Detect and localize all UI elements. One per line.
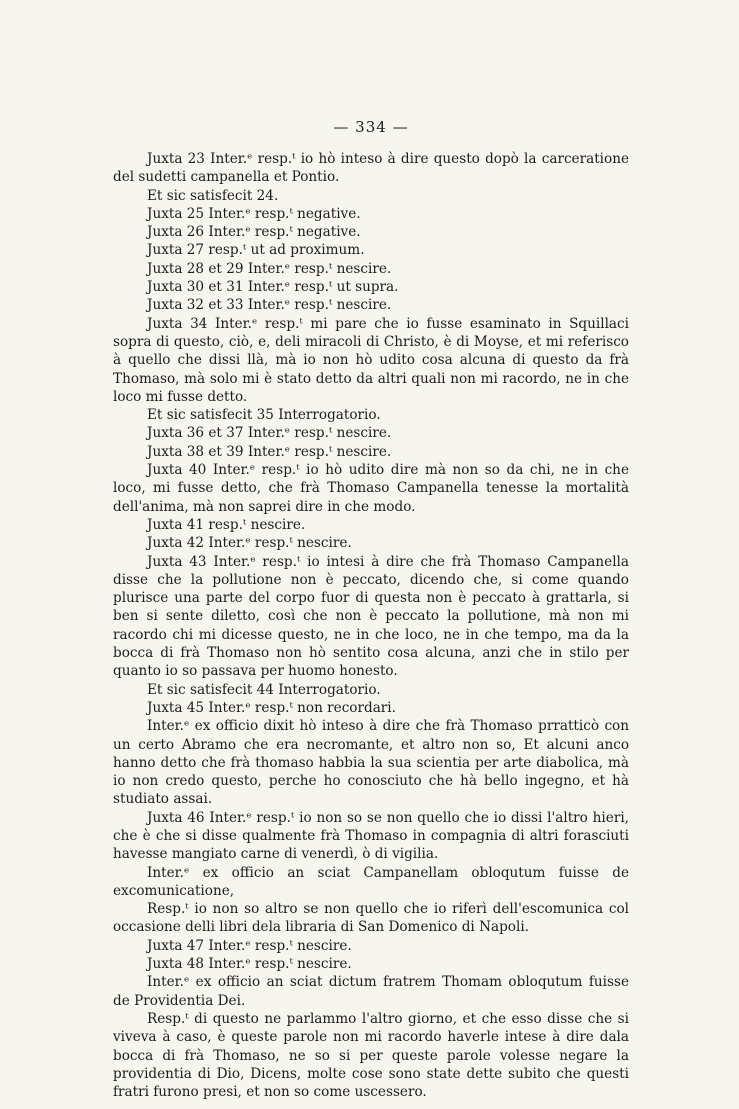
paragraph: Inter.ᵉ ex officio dixit hò inteso à dire che frà Thomaso prratticò con un certo Abramo che era necromante, et altro non so, Et alcuni anco hanno detto che frà thomaso habbia la sua scientia per arte diabolica, mà io non credo questo, perche ho conosciuto che hà bello ingegno, et hà studiato assai. — [113, 718, 629, 808]
paragraph: Et sic satisfecit 44 Interrogatorio. — [147, 681, 381, 698]
paragraph: Et sic satisfecit 24. — [147, 187, 279, 204]
paragraph: Juxta 42 Inter.ᵉ resp.ᵗ nescire. — [147, 535, 352, 552]
paragraph: Resp.ᵗ di questo ne parlammo l'altro giorno, et che esso disse che si viveva à caso, è queste parole non mi racordo haverle intese à dire dala bocca di frà Thomaso, ne so si per queste parole volesse negare la providentia di Dio, Dicens, molte cose sono state dette subito che questi fratri furono presi, et non so come uscessero. — [113, 1010, 629, 1101]
paragraph: Juxta 46 Inter.ᵉ resp.ᵗ io non so se non quello che io dissi l'altro hieri, che è che si disse qualmente frà Thomaso in compagnia di altri forasciuti havesse mangiato carne di venerdì, ò di vigilia. — [113, 809, 629, 863]
paragraph: Resp.ᵗ io non so altro se non quello che io riferì dell'escomunica col occasione delli libri dela libraria di San Domenico di Napoli. — [113, 901, 629, 936]
paragraph: Inter.ᵉ ex officio an sciat dictum fratrem Thomam obloqutum fuisse de Providentia Dei. — [113, 974, 629, 1009]
paragraph: Juxta 23 Inter.ᵉ resp.ᵗ io hò inteso à dire questo dopò la carceratione del sudetti campanella et Pontio. — [113, 151, 629, 186]
paragraph: Juxta 47 Inter.ᵉ resp.ᵗ nescire. — [147, 937, 352, 954]
paragraph: Juxta 48 Inter.ᵉ resp.ᵗ nescire. — [147, 956, 352, 973]
paragraph: Inter.ᵉ ex officio an sciat Campanellam obloqutum fuisse de excomunicatione, — [113, 864, 629, 899]
paragraph: Juxta 28 et 29 Inter.ᵉ resp.ᵗ nescire. — [147, 260, 392, 277]
paragraph: Juxta 25 Inter.ᵉ resp.ᵗ negative. — [147, 205, 361, 222]
paragraph: Juxta 40 Inter.ᵉ resp.ᵗ io hò udito dire mà non so da chi, ne in che loco, mi fusse detto, che frà Thomaso Campanella tenesse la mortalità dell'anima, mà non saprei dire in che modo. — [113, 462, 629, 515]
paragraph: Juxta 32 et 33 Inter.ᵉ resp.ᵗ nescire. — [147, 297, 392, 314]
body-text — [113, 150, 629, 1101]
paragraph: Juxta 41 resp.ᵗ nescire. — [147, 516, 306, 533]
paragraph: Juxta 38 et 39 Inter.ᵉ resp.ᵗ nescire. — [147, 443, 392, 460]
paragraph: Juxta 36 et 37 Inter.ᵉ resp.ᵗ nescire. — [147, 425, 392, 442]
paragraph: Juxta 26 Inter.ᵉ resp.ᵗ negative. — [147, 224, 361, 241]
paragraph: Juxta 45 Inter.ᵉ resp.ᵗ non recordari. — [147, 699, 396, 716]
page-number: — 334 — — [333, 118, 409, 136]
paragraph: Juxta 30 et 31 Inter.ᵉ resp.ᵗ ut supra. — [147, 279, 399, 296]
paragraph: Juxta 34 Inter.ᵉ resp.ᵗ mi pare che io fusse esaminato in Squillaci sopra di questo, ciò, e, deli miracoli di Christo, è di Moyse, et mi referisco à quello che dissi llà, mà io non hò udito cosa alcuna di questo da frà Thomaso, mà solo mi è stato detto da altri quali non mi racordo, ne in che loco mi fusse detto. — [113, 315, 629, 405]
paragraph: Juxta 27 resp.ᵗ ut ad proximum. — [147, 242, 365, 259]
paragraph: Et sic satisfecit 35 Interrogatorio. — [147, 407, 381, 424]
paragraph: Juxta 43 Inter.ᵉ resp.ᵗ io intesi à dire che frà Thomaso Campanella disse che la pollutione non è peccato, dicendo che, si come quando plurisce una parte del corpo fuor di questa non è peccato à grattarla, si ben si sente diletto, così che non è peccato la pollutione, mà non mi racordo chi mi dicesse questo, ne in che loco, ne in che tempo, ma da la bocca di frà Thomaso non hò sentito cosa alcuna, anzi che in stilo per quanto io so passava per huomo honesto. — [113, 553, 629, 680]
